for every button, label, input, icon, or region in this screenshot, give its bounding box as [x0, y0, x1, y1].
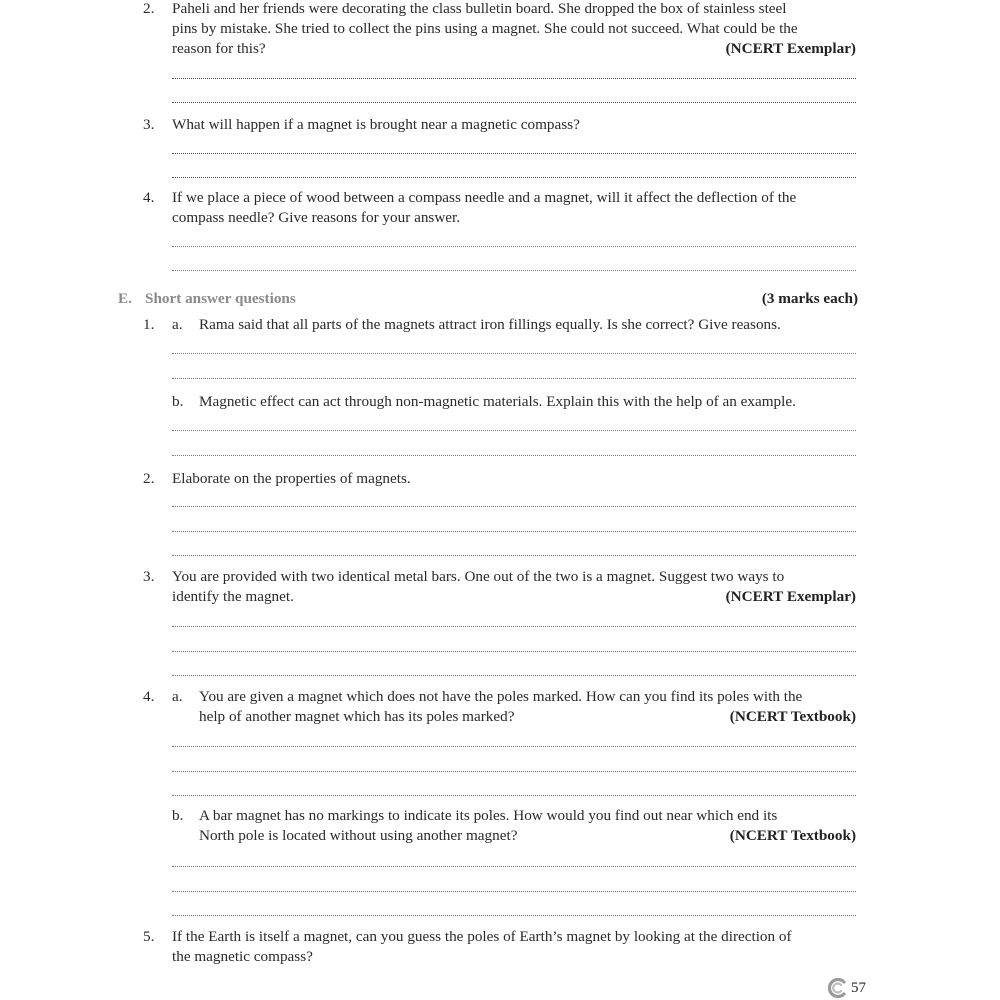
source-tag: (NCERT Exemplar): [725, 588, 856, 605]
question-number: 4.: [143, 189, 155, 206]
question-text-line: the magnetic compass?: [172, 948, 313, 965]
answer-line: [172, 102, 856, 103]
question-number: 3.: [143, 568, 155, 585]
answer-line: [172, 455, 856, 456]
answer-line: [172, 651, 856, 652]
question-number: 1.: [143, 316, 155, 333]
answer-line: [172, 866, 856, 867]
question-number: 2.: [143, 470, 155, 487]
question-text-line: A bar magnet has no markings to indicate its poles. How would you find out near which end its: [199, 807, 778, 824]
answer-line: [172, 353, 856, 354]
question-text-line: Paheli and her friends were decorating the class bulletin board. She dropped the box of stainless steel: [172, 0, 787, 17]
answer-line: [172, 153, 856, 154]
source-tag: (NCERT Textbook): [729, 708, 856, 725]
subquestion-letter: a.: [172, 316, 183, 333]
question-text-line: pins by mistake. She tried to collect the pins using a magnet. She could not succeed. What could be the: [172, 20, 798, 37]
section-letter: E.: [118, 290, 132, 307]
answer-line: [172, 891, 856, 892]
subquestion-letter: b.: [172, 807, 184, 824]
answer-line: [172, 430, 856, 431]
section-marks: (3 marks each): [761, 290, 858, 307]
subquestion-letter: a.: [172, 688, 183, 705]
question-text-line: reason for this?: [172, 40, 266, 57]
answer-line: [172, 626, 856, 627]
question-text-line: North pole is located without using another magnet?: [199, 827, 518, 844]
question-number: 3.: [143, 116, 155, 133]
answer-line: [172, 270, 856, 271]
question-text-line: If the Earth is itself a magnet, can you guess the poles of Earth’s magnet by looking at the direction of: [172, 928, 792, 945]
question-number: 5.: [143, 928, 155, 945]
answer-line: [172, 177, 856, 178]
answer-line: [172, 915, 856, 916]
subquestion-letter: b.: [172, 393, 184, 410]
answer-line: [172, 555, 856, 556]
question-number: 2.: [143, 0, 155, 17]
question-number: 4.: [143, 688, 155, 705]
question-text-line: You are given a magnet which does not have the poles marked. How can you find its poles with the: [199, 688, 803, 705]
question-text-line: Rama said that all parts of the magnets attract iron fillings equally. Is she correct? Give reasons.: [199, 316, 781, 333]
page-number: 57: [851, 980, 866, 996]
question-text-line: Magnetic effect can act through non-magnetic materials. Explain this with the help of an example.: [199, 393, 796, 410]
answer-line: [172, 675, 856, 676]
question-text-line: You are provided with two identical metal bars. One out of the two is a magnet. Suggest two ways to: [172, 568, 785, 585]
question-text-line: If we place a piece of wood between a compass needle and a magnet, will it affect the deflection of the: [172, 189, 797, 206]
question-text-line: identify the magnet.: [172, 588, 294, 605]
question-text-line: Elaborate on the properties of magnets.: [172, 470, 411, 487]
answer-line: [172, 506, 856, 507]
section-title: Short answer questions: [145, 290, 296, 307]
answer-line: [172, 378, 856, 379]
question-text-line: help of another magnet which has its poles marked?: [199, 708, 515, 725]
question-text-line: What will happen if a magnet is brought near a magnetic compass?: [172, 116, 580, 133]
answer-line: [172, 746, 856, 747]
answer-line: [172, 78, 856, 79]
answer-line: [172, 771, 856, 772]
publisher-logo-icon: [826, 977, 848, 999]
source-tag: (NCERT Textbook): [729, 827, 856, 844]
answer-line: [172, 246, 856, 247]
question-text-line: compass needle? Give reasons for your answer.: [172, 209, 461, 226]
answer-line: [172, 795, 856, 796]
answer-line: [172, 531, 856, 532]
source-tag: (NCERT Exemplar): [725, 40, 856, 57]
